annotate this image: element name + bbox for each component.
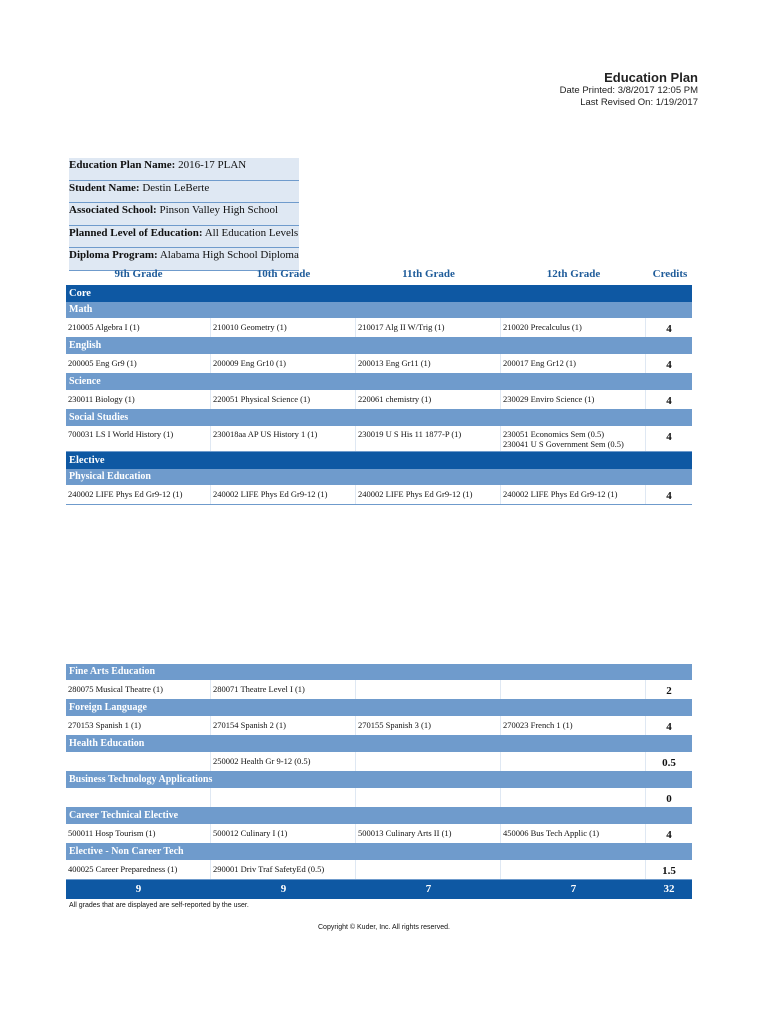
course-cell: 270154 Spanish 2 (1): [211, 716, 355, 735]
course-cell: 500012 Culinary I (1): [211, 824, 355, 843]
credits-cell: 2: [646, 680, 692, 699]
course-cell: 240002 LIFE Phys Ed Gr9-12 (1): [211, 485, 355, 504]
course-cell: 280075 Musical Theatre (1): [66, 680, 210, 699]
subsection-social-studies: Social Studies: [66, 410, 692, 426]
subsection-physical-education: Physical Education: [66, 469, 692, 485]
table-row: [66, 318, 692, 338]
table-row: [66, 485, 692, 505]
total-11th-grade: 7: [425, 883, 432, 895]
course-cell: [501, 752, 645, 771]
course-line: 230041 U S Government Sem (0.5): [503, 439, 624, 449]
course-cell: 210010 Geometry (1): [211, 318, 355, 337]
course-cell: [356, 788, 500, 807]
course-cell: 500011 Hosp Tourism (1): [66, 824, 210, 843]
course-cell: 210005 Algebra I (1): [66, 318, 210, 337]
last-revised: Last Revised On: 1/19/2017: [580, 97, 698, 108]
course-cell: 400025 Career Preparedness (1): [66, 860, 210, 879]
student-name-row: [69, 181, 299, 204]
course-cell: 240002 LIFE Phys Ed Gr9-12 (1): [356, 485, 500, 504]
education-level-label: Planned Level of Education:: [69, 226, 203, 239]
plan-info: [69, 158, 299, 271]
col-12th-grade: 12th Grade: [546, 268, 601, 280]
course-cell: 290001 Driv Traf SafetyEd (0.5): [211, 860, 355, 879]
course-cell: 700031 LS I World History (1): [66, 426, 210, 451]
course-cell: 230011 Biology (1): [66, 390, 210, 409]
credits-cell: 4: [646, 390, 692, 409]
student-name-value: Destin LeBerte: [142, 181, 210, 194]
education-level-value: All Education Levels: [204, 226, 299, 239]
course-cell: 230029 Enviro Science (1): [501, 390, 645, 409]
education-level-row: [69, 226, 299, 249]
total-10th-grade: 9: [280, 883, 287, 895]
credits-cell: 4: [646, 485, 692, 504]
col-10th-grade: 10th Grade: [256, 268, 311, 280]
plan-name-label: Education Plan Name:: [69, 159, 176, 171]
course-cell: 240002 LIFE Phys Ed Gr9-12 (1): [66, 485, 210, 504]
totals-row: [66, 880, 692, 899]
table-row: [66, 824, 692, 844]
table-row: [66, 788, 692, 808]
credits-cell: 1.5: [646, 860, 692, 879]
credits-cell: 0: [646, 788, 692, 807]
table-row: [66, 680, 692, 700]
subsection-fine-arts: Fine Arts Education: [66, 664, 692, 680]
course-cell: 450006 Bus Tech Applic (1): [501, 824, 645, 843]
table-row: [66, 860, 692, 880]
course-cell: 200009 Eng Gr10 (1): [211, 354, 355, 373]
subsection-career-technical: Career Technical Elective: [66, 808, 692, 824]
document-title: Education Plan: [604, 70, 698, 85]
course-cell: 270155 Spanish 3 (1): [356, 716, 500, 735]
course-cell: [66, 752, 210, 771]
course-cell: 250002 Health Gr 9-12 (0.5): [211, 752, 355, 771]
student-name-label: Student Name:: [69, 181, 140, 194]
course-cell: 200013 Eng Gr11 (1): [356, 354, 500, 373]
course-cell: [501, 788, 645, 807]
course-cell: 230018aa AP US History 1 (1): [211, 426, 355, 451]
course-cell: [356, 860, 500, 879]
table-row: [66, 390, 692, 410]
course-cell: 210017 Alg II W/Trig (1): [356, 318, 500, 337]
document-header: [560, 70, 698, 109]
course-cell: 240002 LIFE Phys Ed Gr9-12 (1): [501, 485, 645, 504]
total-credits: 32: [663, 883, 675, 895]
course-cell: [356, 680, 500, 699]
course-cell: 200005 Eng Gr9 (1): [66, 354, 210, 373]
copyright-notice: Copyright © Kuder, Inc. All rights reserved.: [318, 924, 450, 931]
credits-cell: 4: [646, 716, 692, 735]
date-printed: Date Printed: 3/8/2017 12:05 PM: [559, 85, 698, 96]
subsection-health-education: Health Education: [66, 736, 692, 752]
school-value: Pinson Valley High School: [159, 204, 279, 216]
subsection-foreign-language: Foreign Language: [66, 700, 692, 716]
section-core: Core: [66, 285, 692, 302]
plan-name-row: [69, 158, 299, 181]
credits-cell: 0.5: [646, 752, 692, 771]
course-cell: [211, 788, 355, 807]
subsection-math: Math: [66, 302, 692, 318]
course-cell: 270153 Spanish 1 (1): [66, 716, 210, 735]
subsection-business-technology: Business Technology Applications: [66, 772, 692, 788]
course-cell: 200017 Eng Gr12 (1): [501, 354, 645, 373]
school-row: [69, 203, 299, 226]
course-cell: [356, 752, 500, 771]
course-line: 230051 Economics Sem (0.5): [503, 429, 605, 439]
course-cell-multi: [501, 426, 645, 451]
course-cell: 500013 Culinary Arts II (1): [356, 824, 500, 843]
school-label: Associated School:: [69, 204, 157, 216]
diploma-value: Alabama High School Diploma: [159, 249, 299, 261]
course-cell: [66, 788, 210, 807]
credits-cell: 4: [646, 318, 692, 337]
subsection-non-career-tech: Elective - Non Career Tech: [66, 844, 692, 860]
col-9th-grade: 9th Grade: [114, 268, 163, 280]
table-row: [66, 752, 692, 772]
col-credits: Credits: [652, 268, 688, 280]
section-elective: Elective: [66, 452, 692, 469]
col-11th-grade: 11th Grade: [402, 268, 455, 280]
grade-column-headers: [66, 268, 692, 284]
course-cell: 210020 Precalculus (1): [501, 318, 645, 337]
electives-table: [66, 664, 692, 899]
subsection-science: Science: [66, 374, 692, 390]
course-cell: 280071 Theatre Level I (1): [211, 680, 355, 699]
core-table: [66, 285, 692, 505]
course-cell: 270023 French 1 (1): [501, 716, 645, 735]
credits-cell: 4: [646, 354, 692, 373]
self-reported-note: All grades that are displayed are self-reported by the user.: [69, 902, 249, 909]
credits-cell: 4: [646, 426, 692, 451]
course-cell: [501, 860, 645, 879]
diploma-label: Diploma Program:: [69, 249, 158, 261]
total-9th-grade: 9: [135, 883, 142, 895]
subsection-english: English: [66, 338, 692, 354]
table-row: [66, 716, 692, 736]
plan-name-value: 2016-17 PLAN: [178, 159, 247, 171]
table-row: [66, 354, 692, 374]
table-row: [66, 426, 692, 452]
course-cell: [501, 680, 645, 699]
credits-cell: 4: [646, 824, 692, 843]
course-cell: 220061 chemistry (1): [356, 390, 500, 409]
total-12th-grade: 7: [570, 883, 577, 895]
course-cell: 230019 U S His 11 1877-P (1): [356, 426, 500, 451]
course-cell: 220051 Physical Science (1): [211, 390, 355, 409]
